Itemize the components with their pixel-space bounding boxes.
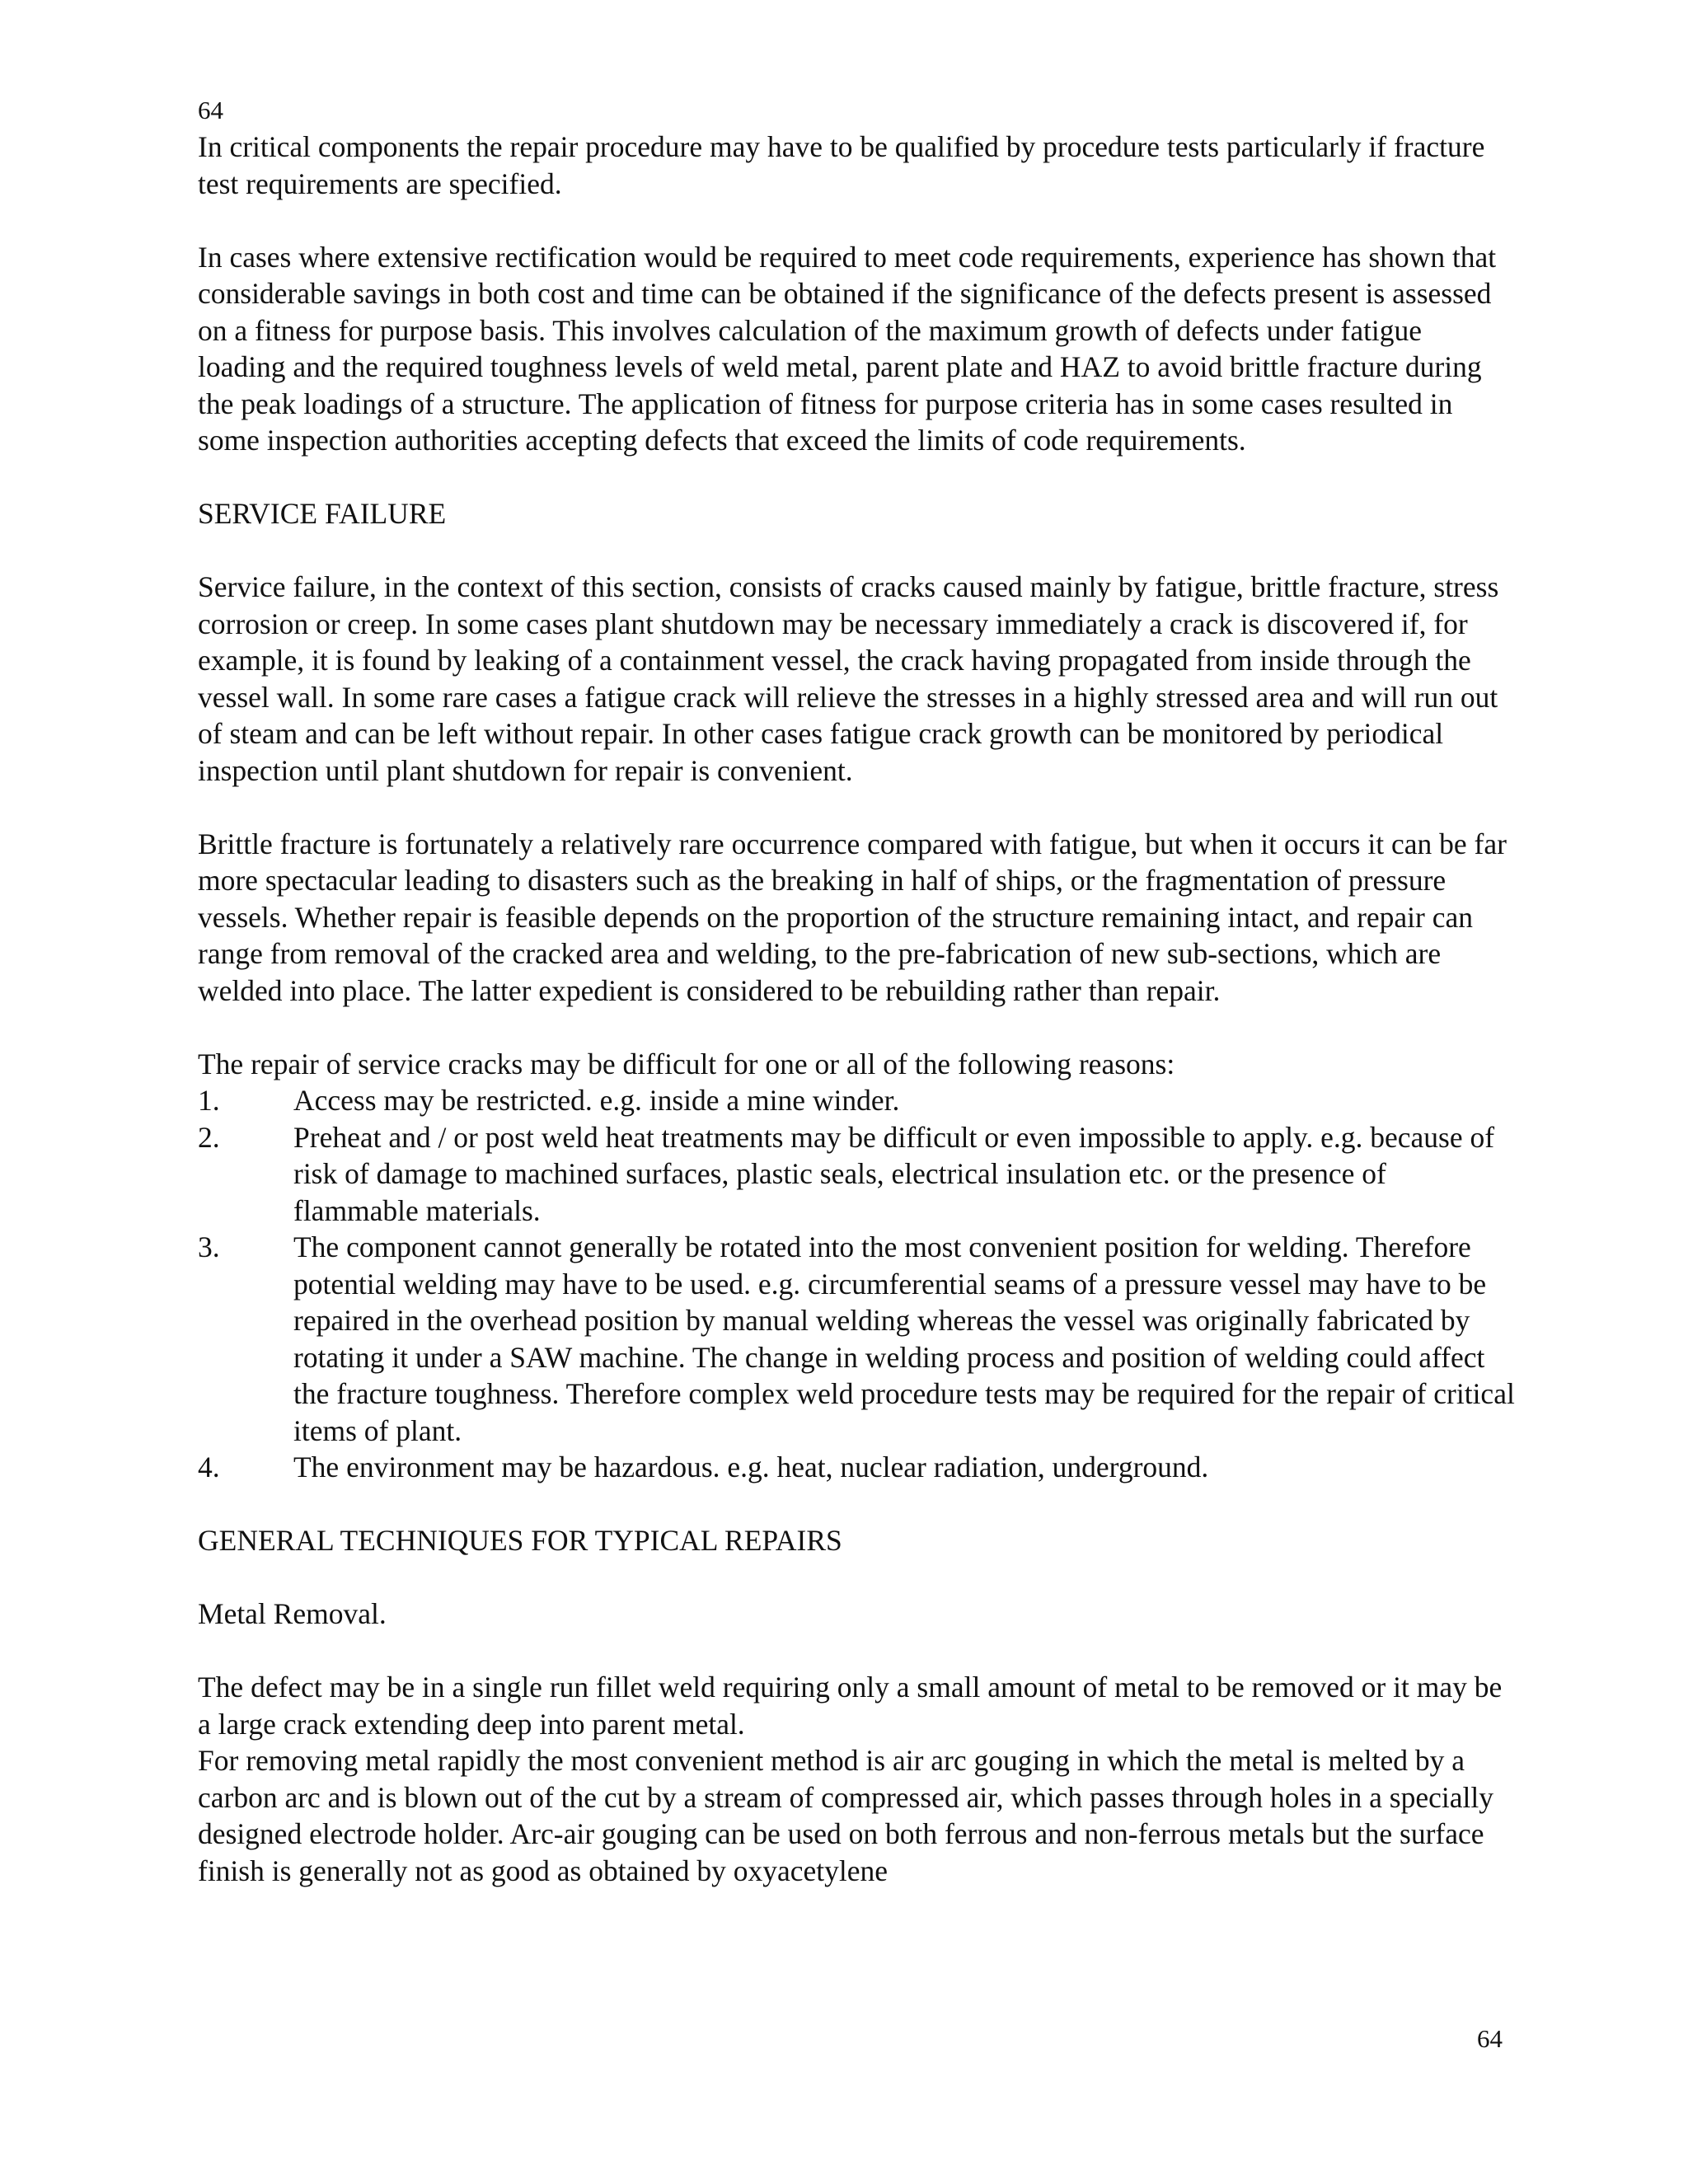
reason-text: The component cannot generally be rotated into the most convenient position for welding. Therefore potential welding may have to be used. e.g. circumferential seams of a pressure vessel may have to be repaired in the overhead position by manual welding whereas the vessel was originally fabricated by rotating it under a SAW machine. The change in welding process and position of welding could affect the fracture toughness. Therefore complex weld procedure tests may be required for the repair of critical items of plant. (293, 1230, 1515, 1447)
reason-item-2 (198, 1119, 1517, 1230)
reason-text: Access may be restricted. e.g. inside a mine winder. (293, 1084, 900, 1117)
heading-general-techniques: GENERAL TECHNIQUES FOR TYPICAL REPAIRS (198, 1524, 842, 1557)
reason-item-3 (198, 1229, 1517, 1449)
paragraph-reasons-intro: The repair of service cracks may be difficult for one or all of the following reasons: (198, 1047, 1175, 1080)
reason-number: 1. (198, 1084, 220, 1117)
heading-service-failure: SERVICE FAILURE (198, 497, 447, 530)
reason-text: The environment may be hazardous. e.g. heat, nuclear radiation, underground. (293, 1451, 1209, 1483)
paragraph-defect-description: The defect may be in a single run fillet weld requiring only a small amount of metal to be removed or it may be a large crack extending deep into parent metal. (198, 1671, 1503, 1741)
paragraph-fitness-for-purpose: In cases where extensive rectification would be required to meet code requirements, experience has shown that considerable savings in both cost and time can be obtained if the significance of the defects present is assessed on a fitness for purpose basis. This involves calculation of the maximum growth of defects under fatigue loading and the required toughness levels of weld metal, parent plate and HAZ to avoid brittle fracture during the peak loadings of a structure. The application of fitness for purpose criteria has in some cases resulted in some inspection authorities accepting defects that exceed the limits of code requirements. (198, 240, 1497, 457)
reason-item-4 (198, 1449, 1517, 1486)
paragraph-air-arc-gouging: For removing metal rapidly the most convenient method is air arc gouging in which the metal is melted by a carbon arc and is blown out of the cut by a stream of compressed air, which passes through holes in a specially designed electrode holder. Arc-air gouging can be used on both ferrous and non-ferrous metals but the surface finish is generally not as good as obtained by oxyacetylene (198, 1744, 1493, 1887)
reason-number: 4. (198, 1451, 220, 1483)
page-number-bottom: 64 (1477, 2024, 1503, 2053)
reason-text: Preheat and / or post weld heat treatments may be difficult or even impossible to apply. e.g. because of risk of damage to machined surfaces, plastic seals, electrical insulation etc. or the presence of flammable materials. (293, 1120, 1495, 1227)
paragraph-brittle-fracture: Brittle fracture is fortunately a relatively rare occurrence compared with fatigue, but when it occurs it can be far more spectacular leading to disasters such as the breaking in half of ships, or the fragmentation of pressure vessels. Whether repair is feasible depends on the proportion of the structure remaining intact, and repair can range from removal of the cracked area and welding, to the pre-fabrication of new sub-sections, which are welded into place. The latter expedient is considered to be rebuilding rather than repair. (198, 827, 1507, 1007)
paragraph-repair-qualification: In critical components the repair procedure may have to be qualified by procedure tests particularly if fracture test requirements are specified. (198, 130, 1485, 200)
document-page (198, 92, 1517, 1889)
reason-number: 2. (198, 1120, 220, 1154)
page-number-top: 64 (198, 96, 223, 124)
reason-number: 3. (198, 1230, 220, 1263)
reasons-list (198, 1082, 1517, 1486)
reason-item-1 (198, 1082, 1517, 1119)
paragraph-service-failure: Service failure, in the context of this section, consists of cracks caused mainly by fatigue, brittle fracture, stress corrosion or creep. In some cases plant shutdown may be necessary immediately a crack is discovered if, for example, it is found by leaking of a containment vessel, the crack having propagated from inside through the vessel wall. In some rare cases a fatigue crack will relieve the stresses in a highly stressed area and will run out of steam and can be left without repair. In other cases fatigue crack growth can be monitored by periodical inspection until plant shutdown for repair is convenient. (198, 570, 1499, 787)
subheading-metal-removal: Metal Removal. (198, 1597, 387, 1630)
